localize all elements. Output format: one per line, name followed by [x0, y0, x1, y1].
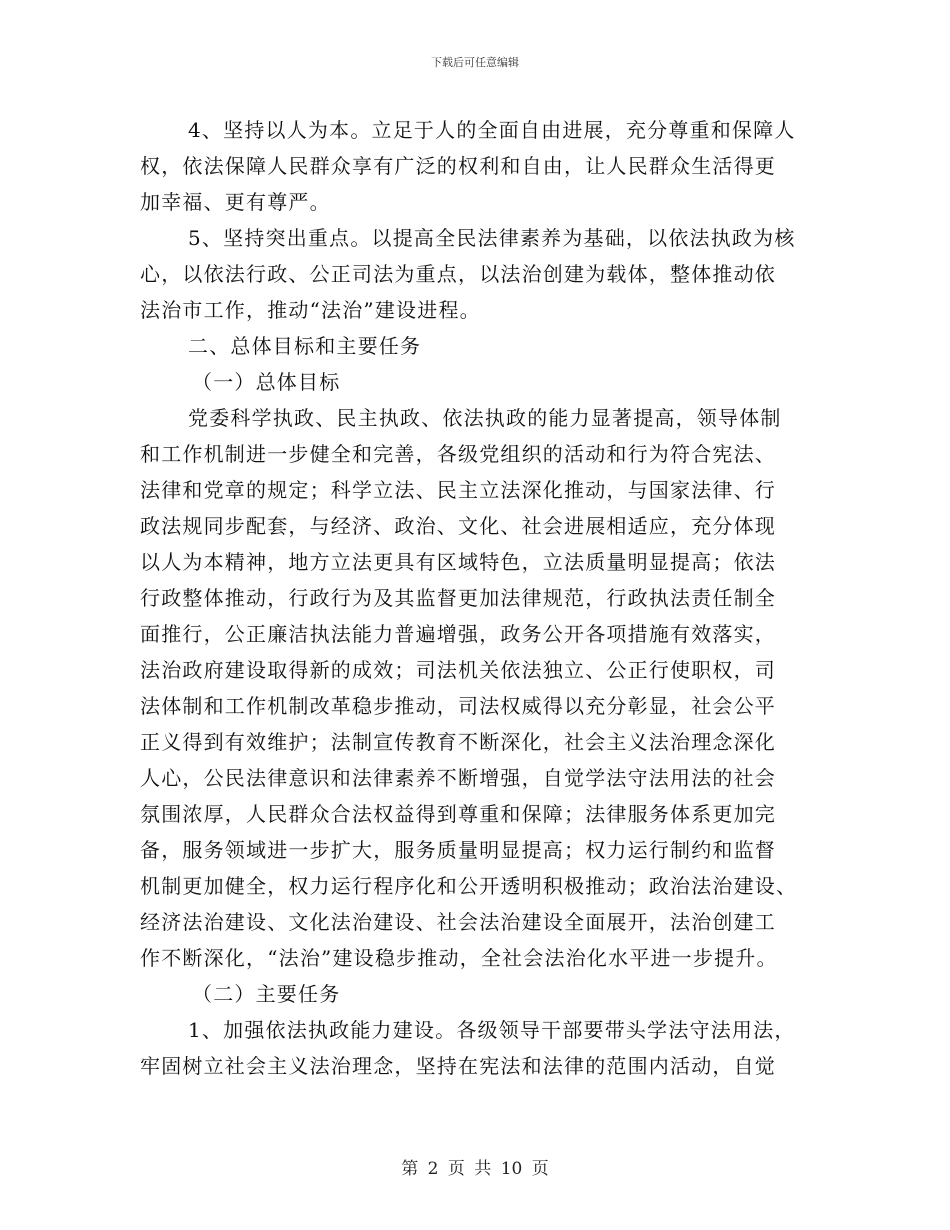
subsection-heading: （一）总体目标	[192, 370, 341, 394]
document-body	[140, 112, 812, 1084]
paragraph-line: 法治市工作，推动“法治”建设进程。	[140, 298, 481, 322]
paragraph-line: 面推行，公正廉洁执法能力普遍增强，政务公开各项措施有效落实，	[140, 622, 776, 646]
paragraph-line: 行政整体推动，行政行为及其监督更加法律规范，行政执法责任制全	[140, 586, 776, 610]
paragraph-line: 牢固树立社会主义法治理念，坚持在宪法和法律的范围内活动，自觉	[140, 1054, 776, 1078]
paragraph-line: 1、加强依法执政能力建设。各级领导干部要带头学法守法用法，	[188, 1018, 796, 1042]
paragraph-line: 机制更加健全，权力运行程序化和公开透明积极推动；政治法治建设、	[140, 874, 798, 898]
paragraph-line: 政法规同步配套，与经济、政治、文化、社会进展相适应，充分体现	[140, 514, 776, 538]
paragraph-line: 氛围浓厚，人民群众合法权益得到尊重和保障；法律服务体系更加完	[140, 802, 776, 826]
paragraph-line: 人心，公民法律意识和法律素养不断增强，自觉学法守法用法的社会	[140, 766, 776, 790]
paragraph-line: 法律和党章的规定；科学立法、民主立法深化推动，与国家法律、行	[140, 478, 776, 502]
section-heading: 二、总体目标和主要任务	[188, 334, 422, 358]
page-footer: 第 2 页 共 10 页	[401, 1159, 549, 1179]
paragraph-line: 4、坚持以人为本。立足于人的全面自由进展，充分尊重和保障人	[188, 118, 796, 142]
paragraph-line: 和工作机制进一步健全和完善，各级党组织的活动和行为符合宪法、	[140, 442, 776, 466]
paragraph-line: 以人为本精神，地方立法更具有区域特色，立法质量明显提高；依法	[140, 550, 776, 574]
paragraph-line: 5、坚持突出重点。以提高全民法律素养为基础，以依法执政为核	[188, 226, 796, 250]
paragraph-line: 权，依法保障人民群众享有广泛的权利和自由，让人民群众生活得更	[140, 154, 776, 178]
paragraph-line: 法治政府建设取得新的成效；司法机关依法独立、公正行使职权，司	[140, 658, 776, 682]
paragraph-line: 法体制和工作机制改革稳步推动，司法权威得以充分彰显，社会公平	[140, 694, 776, 718]
page-header: 下载后可任意编辑	[431, 56, 519, 69]
subsection-heading: （二）主要任务	[192, 982, 341, 1006]
paragraph-line: 备，服务领域进一步扩大，服务质量明显提高；权力运行制约和监督	[140, 838, 776, 862]
paragraph-line: 党委科学执政、民主执政、依法执政的能力显著提高，领导体制	[188, 406, 782, 430]
paragraph-line: 加幸福、更有尊严。	[140, 190, 331, 214]
paragraph-line: 心，以依法行政、公正司法为重点，以法治创建为载体，整体推动依	[140, 262, 776, 286]
paragraph-line: 作不断深化，“法治”建设稳步推动，全社会法治化水平进一步提升。	[140, 946, 778, 970]
paragraph-line: 正义得到有效维护；法制宣传教育不断深化，社会主义法治理念深化	[140, 730, 776, 754]
paragraph-line: 经济法治建设、文化法治建设、社会法治建设全面展开，法治创建工	[140, 910, 776, 934]
